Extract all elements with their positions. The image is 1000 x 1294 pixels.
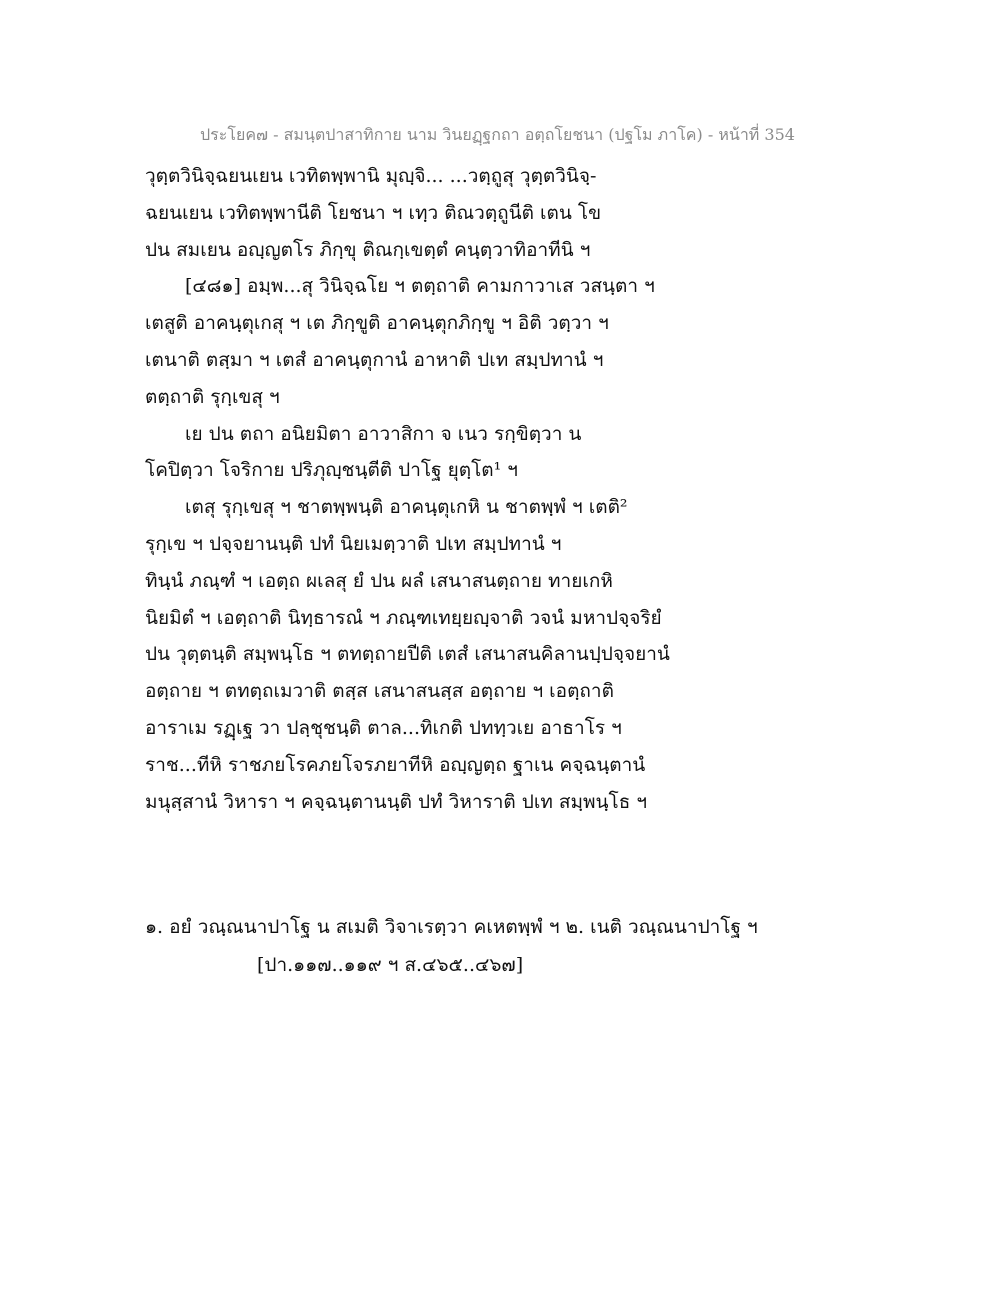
footnote: ๑. อยํ วณฺณนาปาโฐ น สเมติ วิจาเรตฺวา คเหตพฺพํ ฯ ๒. เนติ วณฺณนาปาโฐ ฯ	[145, 916, 758, 938]
body-text	[145, 158, 975, 820]
text-line: มนุสฺสานํ วิหารา ฯ คจฺฉนฺตานนฺติ ปทํ วิหาราติ ปเท สมฺพนฺโธ ฯ	[145, 790, 648, 813]
paragraph-start-line: [๔๘๑] อมฺพ...สุ วินิจฺฉโย ฯ ตตฺถาติ คามกาวาเส วสนฺตา ฯ	[185, 275, 655, 298]
text-line: อาราเม รฏฺเฐ วา ปลฺชุชนฺติ ตาล...ทิเกติ ปททฺวเย อาธาโร ฯ	[145, 716, 622, 739]
text-line: เตสูติ อาคนฺตุเกสุ ฯ เต ภิกฺขูติ อาคนฺตุกภิกฺขู ฯ อิติ วตฺวา ฯ	[145, 312, 609, 335]
text-line: นิยมิตํ ฯ เอตฺถาติ นิทฺธารณํ ฯ ภณฺฑเทยฺยญฺจาติ วจนํ มหาปจฺจริยํ	[145, 606, 662, 629]
text-line: วุตฺตวินิจฺฉยนเยน เวทิตพฺพานิ มุญฺจิ... ...วตฺถูสุ วุตฺตวินิจฺ-	[145, 165, 597, 187]
paragraph-start-line: เย ปน ตถา อนิยมิตา อาวาสิกา จ เนว รกฺขิตฺวา น	[185, 422, 582, 445]
footnotes	[145, 908, 975, 984]
text-line: ฉยนเยน เวทิตพฺพานีติ โยชนา ฯ เทฺว ติณวตฺถูนีติ เตน โข	[145, 201, 602, 224]
text-line: รุกฺเข ฯ ปจฺจยานนฺติ ปทํ นิยเมตฺวาติ ปเท สมฺปทานํ ฯ	[145, 532, 562, 555]
reference-note: [ปา.๑๑๗..๑๑๙ ฯ ส.๔๖๕..๔๖๗]	[257, 954, 524, 976]
text-line: ปน วุตฺตนฺติ สมฺพนฺโธ ฯ ตทตฺถายปีติ เตสํ เสนาสนคิลานปฺปจฺจยานํ	[145, 643, 670, 666]
text-line: ตตฺถาติ รุกฺเขสุ ฯ	[145, 385, 280, 408]
text-line: ราช...ทีหิ ราชภยโรคภยโจรภยาทีหิ อญฺญตฺถ ฐาเน คจฺฉนฺตานํ	[145, 753, 646, 776]
page-header: ประโยค๗ - สมนฺตปาสาทิกาย นาม วินยฏฺฐกถา อตฺถโยชนา (ปฐโม ภาโค) - หน้าที่ 354	[200, 125, 795, 144]
text-line: โคปิตฺวา โจริกาย ปริภุญฺชนฺตีติ ปาโฐ ยุตฺโต¹ ฯ	[145, 459, 518, 482]
text-line: เตนาติ ตสฺมา ฯ เตสํ อาคนฺตุกานํ อาหาติ ปเท สมฺปทานํ ฯ	[145, 348, 604, 371]
text-line: อตฺถาย ฯ ตทตฺถเมวาติ ตสฺส เสนาสนสฺส อตฺถาย ฯ เอตฺถาติ	[145, 680, 614, 703]
text-line: ปน สมเยน อญฺญตโร ภิกฺขุ ติณกฺเขตฺตํ คนฺตฺวาทิอาทีนิ ฯ	[145, 238, 591, 261]
text-line: ทินฺนํ ภณฺฑํ ฯ เอตฺถ ผเลสุ ยํ ปน ผลํ เสนาสนตฺถาย ทายเกหิ	[145, 569, 613, 592]
paragraph-start-line: เตสุ รุกฺเขสุ ฯ ชาตพฺพนฺติ อาคนฺตุเกหิ น ชาตพฺพํ ฯ เตติ²	[185, 496, 628, 519]
